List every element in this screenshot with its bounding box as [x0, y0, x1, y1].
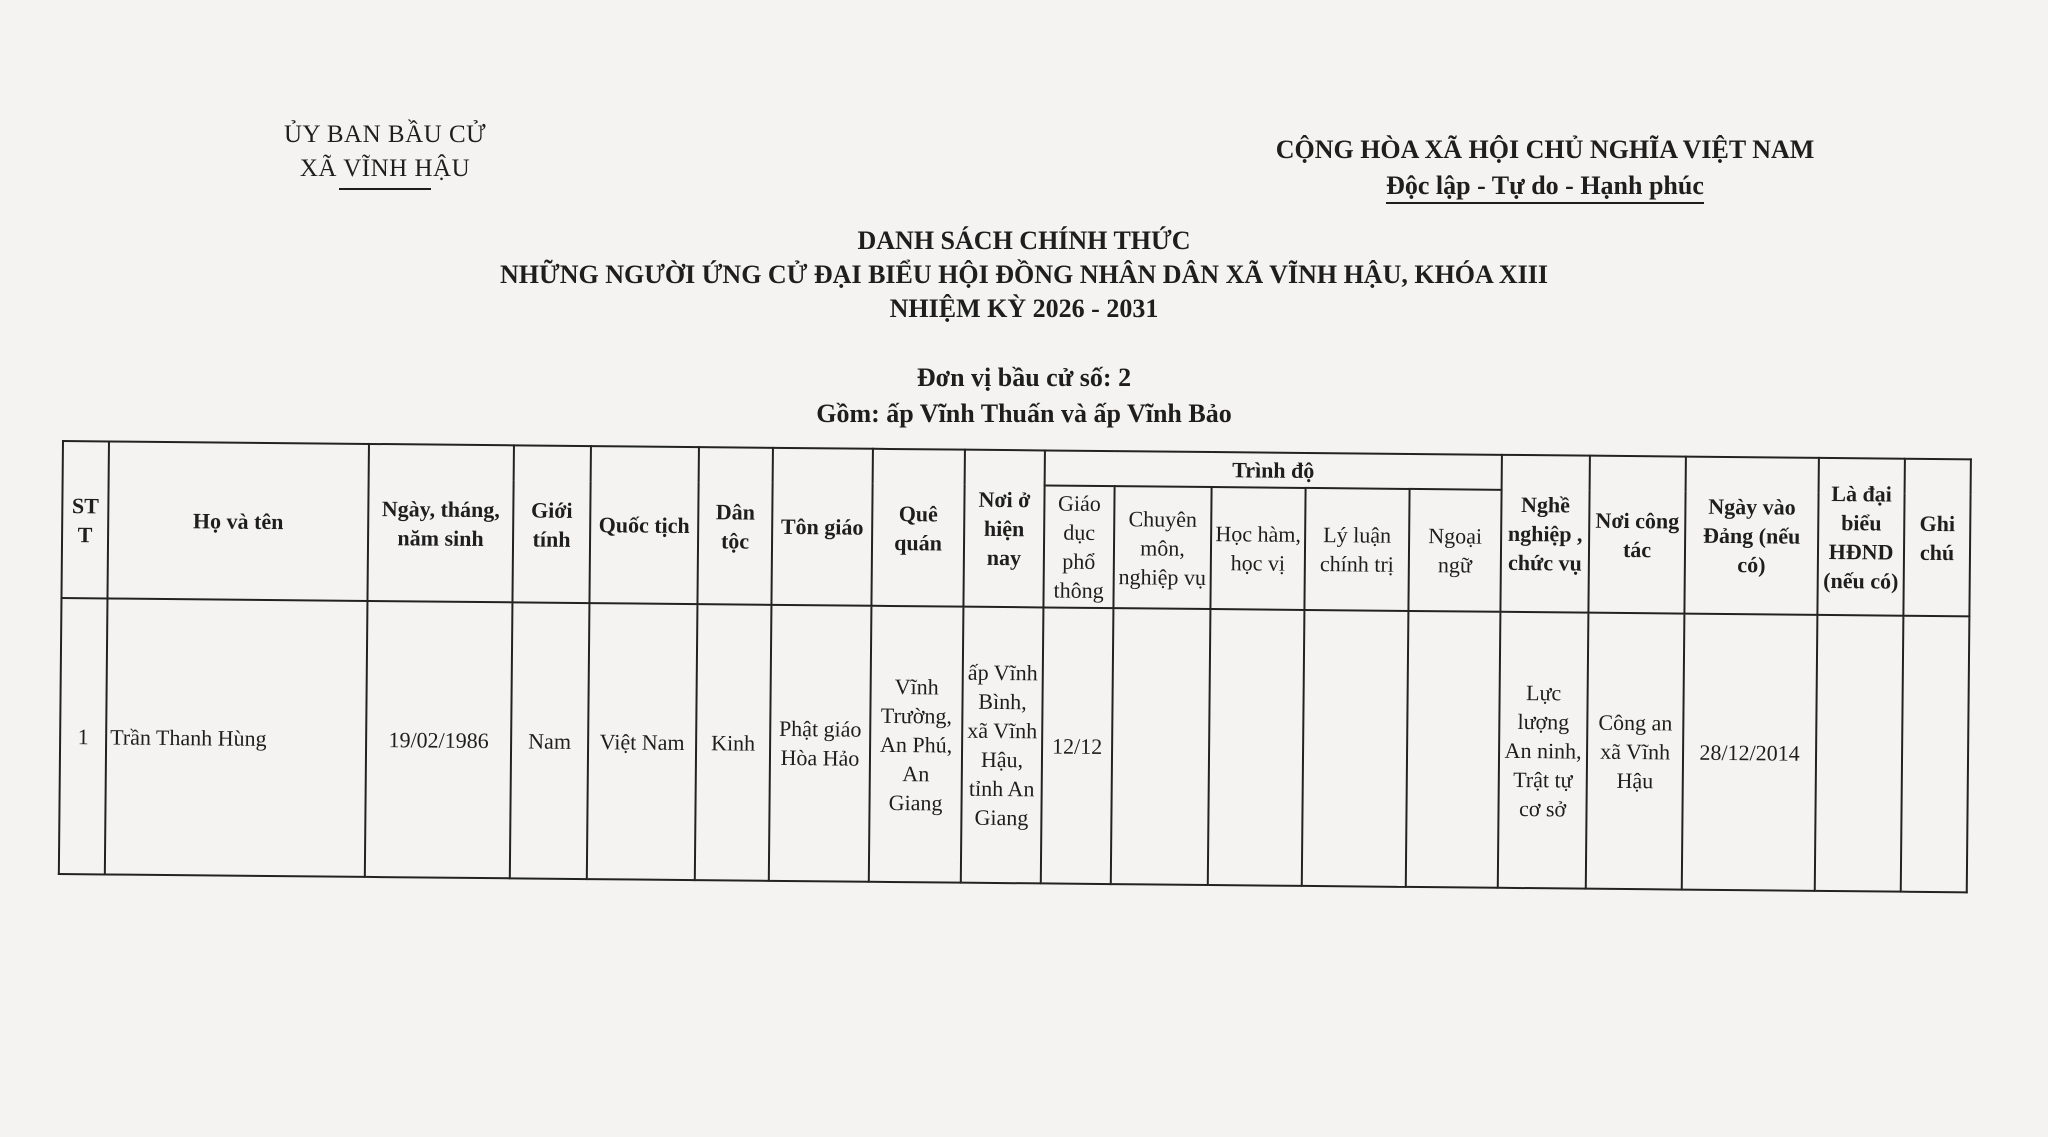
cell-political — [1302, 610, 1409, 887]
col-header-party-date: Ngày vào Đảng (nếu có) — [1684, 457, 1819, 615]
document-title-line-1: DANH SÁCH CHÍNH THỨC — [857, 226, 1191, 255]
document-title-line-3: NHIỆM KỲ 2026 - 2031 — [889, 294, 1159, 323]
cell-occupation: Lực lượng An ninh, Trật tự cơ sở — [1498, 612, 1589, 889]
cell-dob: 19/02/1986 — [365, 601, 513, 878]
col-header-education: Trình độ — [1045, 450, 1502, 489]
cell-general-edu: 12/12 — [1041, 607, 1114, 884]
issuer-underline — [339, 188, 431, 190]
col-header-language: Ngoại ngữ — [1408, 489, 1501, 612]
national-header — [1240, 132, 1850, 204]
national-title: CỘNG HÒA XÃ HỘI CHỦ NGHĨA VIỆT NAM — [1275, 135, 1815, 164]
electoral-unit — [0, 360, 2048, 432]
col-header-ethnicity: Dân tộc — [697, 447, 773, 605]
header-row — [63, 441, 1971, 494]
electoral-unit-number: Đơn vị bầu cử số: 2 — [916, 363, 1132, 392]
document-title-line-2: NHỮNG NGƯỜI ỨNG CỬ ĐẠI BIỂU HỘI ĐỒNG NHÂN DÂN XÃ VĨNH HẬU, KHÓA XIII — [500, 260, 1548, 289]
col-header-dob: Ngày, tháng, năm sinh — [367, 444, 514, 602]
col-header-workplace: Nơi công tác — [1588, 456, 1686, 614]
col-header-residence: Nơi ở hiện nay — [963, 450, 1045, 608]
electoral-unit-areas: Gồm: ấp Vĩnh Thuấn và ấp Vĩnh Bảo — [816, 399, 1232, 428]
cell-professional — [1111, 608, 1211, 885]
cell-nationality: Việt Nam — [587, 603, 698, 880]
cell-stt: 1 — [59, 598, 108, 874]
candidate-table-container — [58, 440, 1970, 893]
col-header-name: Họ và tên — [107, 441, 368, 600]
col-header-political: Lý luận chính trị — [1304, 488, 1409, 611]
col-header-general-edu: Giáo dục phổ thông — [1043, 485, 1114, 608]
cell-language — [1406, 611, 1501, 888]
cell-residence: ấp Vĩnh Bình, xã Vĩnh Hậu, tỉnh An Giang — [961, 607, 1044, 884]
col-header-nationality: Quốc tịch — [589, 446, 699, 604]
cell-workplace: Công an xã Vĩnh Hậu — [1586, 613, 1685, 890]
cell-religion: Phật giáo Hòa Hảo — [769, 605, 872, 882]
issuer-line-2: XÃ VĨNH HẬU — [299, 155, 471, 182]
cell-name: Trần Thanh Hùng — [105, 598, 368, 876]
col-header-stt: ST T — [61, 441, 109, 598]
col-header-academic: Học hàm, học vị — [1210, 487, 1305, 610]
col-header-occupation: Nghề nghiệp , chức vụ — [1500, 455, 1590, 613]
table-row — [59, 598, 1970, 892]
candidate-table — [58, 440, 1972, 893]
cell-hometown: Vĩnh Trường, An Phú, An Giang — [869, 606, 964, 883]
col-header-hdnd: Là đại biểu HĐND (nếu có) — [1817, 458, 1905, 616]
cell-academic — [1208, 609, 1305, 886]
cell-ethnicity: Kinh — [695, 604, 772, 881]
col-header-notes: Ghi chú — [1903, 459, 1971, 617]
cell-party-date: 28/12/2014 — [1682, 614, 1818, 891]
national-motto: Độc lập - Tự do - Hạnh phúc — [1386, 170, 1704, 204]
cell-notes — [1901, 616, 1970, 893]
cell-hdnd — [1815, 615, 1904, 892]
issuer-header — [230, 118, 540, 190]
document-title — [0, 224, 2048, 326]
cell-gender: Nam — [510, 602, 590, 879]
issuer-line-1: ỦY BAN BẦU CỬ — [283, 121, 487, 148]
col-header-religion: Tôn giáo — [771, 448, 873, 606]
col-header-hometown: Quê quán — [871, 449, 965, 607]
col-header-gender: Giới tính — [512, 445, 591, 603]
col-header-professional: Chuyên môn, nghiệp vụ — [1113, 486, 1211, 609]
